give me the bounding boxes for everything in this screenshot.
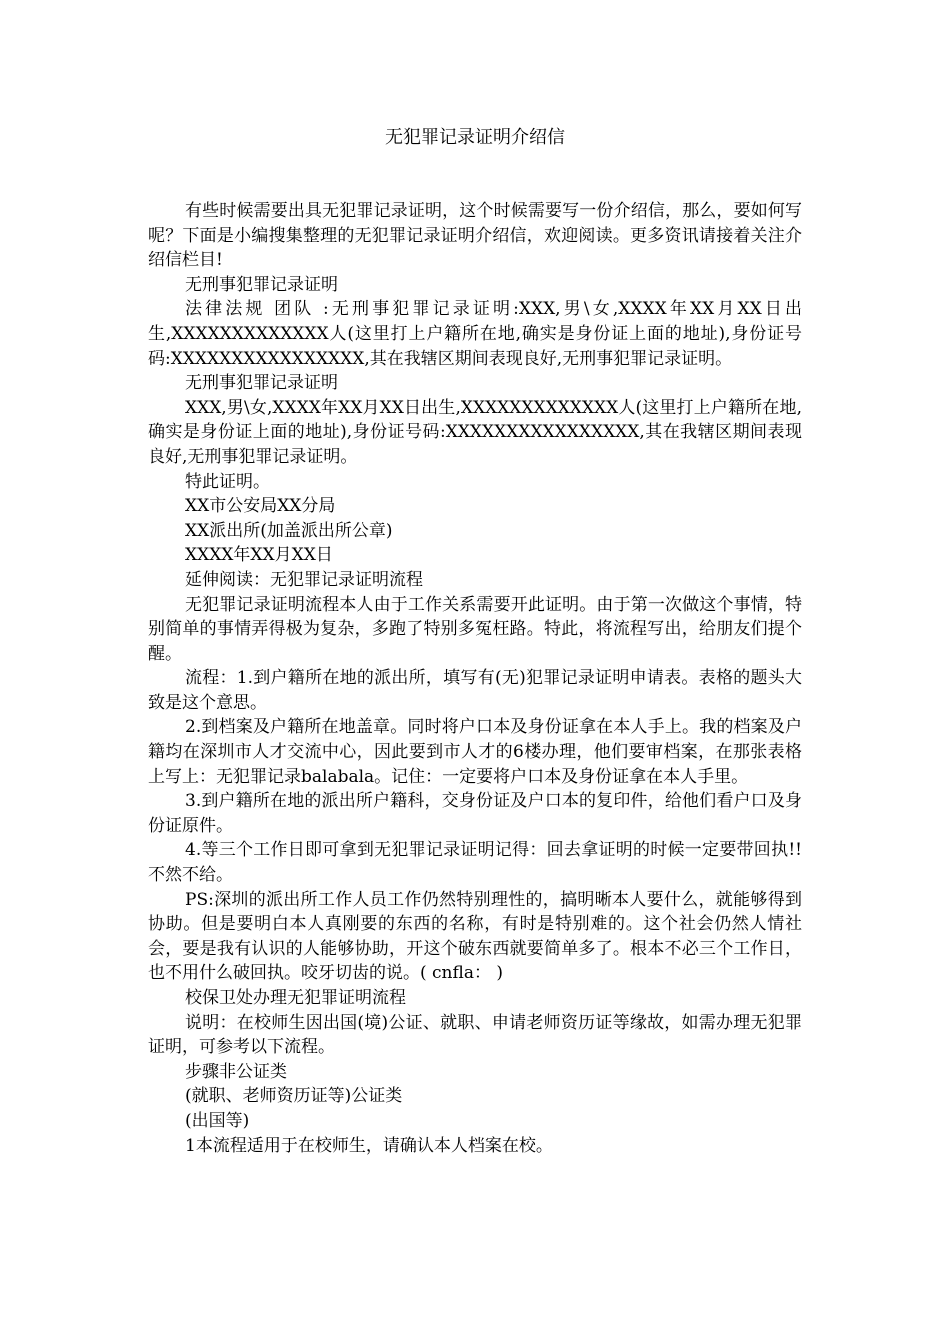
paragraph: 说明：在校师生因出国(境)公证、就职、申请老师资历证等缘故，如需办理无犯罪证明，可参考以下流程。 — [148, 1012, 802, 1058]
document-body — [148, 199, 802, 1158]
paragraph: 流程：1.到户籍所在地的派出所，填写有(无)犯罪记录证明申请表。表格的题头大致是这个意思。 — [148, 668, 802, 713]
paragraph: (就职、老师资历证等)公证类 — [185, 1086, 403, 1107]
page-title: 无犯罪记录证明介绍信 — [385, 127, 565, 148]
paragraph: 2.到档案及户籍所在地盖章。同时将户口本及身份证拿在本人手上。我的档案及户籍均在深圳市人才交流中心，因此要到市人才的6楼办理，他们要审档案，在那张表格上写上：无犯罪记录balabala。记住：一定要将户口本及身份证拿在本人手里。 — [148, 717, 802, 787]
paragraph: 有些时候需要出具无犯罪记录证明，这个时候需要写一份介绍信，那么，要如何写呢？下面是小编搜集整理的无犯罪记录证明介绍信，欢迎阅读。更多资讯请接着关注介绍信栏目! — [148, 201, 802, 271]
paragraph: 步骤非公证类 — [185, 1061, 287, 1082]
paragraph: (出国等) — [185, 1110, 250, 1131]
paragraph: XX市公安局XX分局 — [185, 496, 336, 517]
paragraph: 校保卫处办理无犯罪证明流程 — [185, 988, 406, 1008]
paragraph: 4.等三个工作日即可拿到无犯罪记录证明记得：回去拿证明的时候一定要带回执!!不然不给。 — [148, 840, 802, 886]
paragraph: XXXX年XX月XX日 — [185, 545, 333, 566]
paragraph: 无犯罪记录证明流程本人由于工作关系需要开此证明。由于第一次做这个事情，特别简单的事情弄得极为复杂，多跑了特别多冤枉路。特此，将流程写出，给朋友们提个醒。 — [148, 594, 802, 664]
paragraph: PS:深圳的派出所工作人员工作仍然特别理性的，搞明晰本人要什么，就能够得到协助。但是要明白本人真刚要的东西的名称，有时是特别难的。这个社会仍然人情社会，要是我有认识的人能够协助，开这个破东西就要简单多了。根本不必三个工作日，也不用什么破回执。咬牙切齿的说。( cnfla： ) — [148, 889, 802, 984]
paragraph: 特此证明。 — [185, 471, 270, 492]
paragraph: XX派出所(加盖派出所公章) — [185, 520, 393, 541]
paragraph: 3.到户籍所在地的派出所户籍科，交身份证及户口本的复印件，给他们看户口及身份证原件。 — [148, 791, 802, 836]
paragraph: XXX,男\女,XXXX年XX月XX日出生,XXXXXXXXXXXXX人(这里打上户籍所在地,确实是身份证上面的地址),身份证号码:XXXXXXXXXXXXXXXX,其在我辖区期间表现良好,无刑事犯罪记录证明。 — [148, 397, 802, 467]
paragraph: 延伸阅读：无犯罪记录证明流程 — [185, 569, 423, 590]
paragraph: 无刑事犯罪记录证明 — [185, 274, 338, 295]
paragraph: 无刑事犯罪记录证明 — [185, 373, 338, 394]
paragraph: 1本流程适用于在校师生，请确认本人档案在校。 — [185, 1135, 553, 1156]
paragraph: 法律法规 团队 :无刑事犯罪记录证明:XXX,男\女,XXXX年XX月XX日出生,XXXXXXXXXXXXX人(这里打上户籍所在地,确实是身份证上面的地址),身份证号码:XXXXXXXXXXXXXXXX,其在我辖区期间表现良好,无刑事犯罪记录证明。 — [148, 299, 802, 369]
